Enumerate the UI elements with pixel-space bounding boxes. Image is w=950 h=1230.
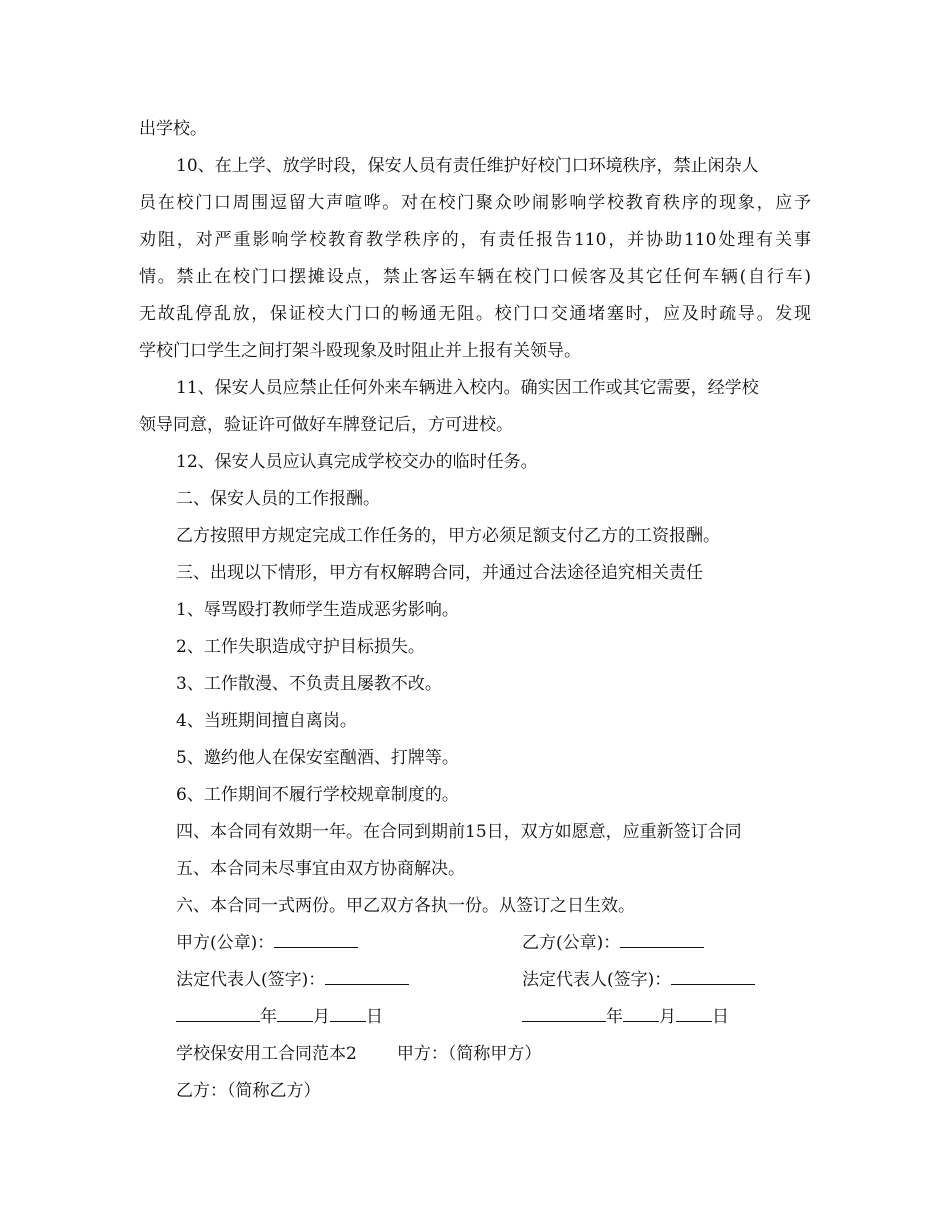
- party-a-seal-label: 甲方(公章)：: [176, 933, 275, 953]
- paragraph-line: 员在校门口周围逗留大声喧哗。对在校门聚众吵闹影响学校教育秩序的现象，应予: [139, 193, 811, 213]
- sample-title-row: [176, 1043, 541, 1065]
- paragraph-line: 学校门口学生之间打架斗殴现象及时阻止并上报有关领导。: [139, 341, 581, 361]
- party-b-date-row: [522, 1006, 729, 1028]
- month-blank: [623, 1007, 659, 1022]
- party-b-short: 乙方：（简称乙方）: [176, 1081, 321, 1101]
- party-a-date-row: [176, 1006, 383, 1028]
- party-a-rep-blank: [325, 970, 409, 985]
- paragraph-line: 12、保安人员应认真完成学校交办的临时任务。: [176, 452, 538, 472]
- party-b-rep-row: [522, 969, 755, 991]
- list-item: 4、当班期间擅自离岗。: [176, 711, 357, 731]
- paragraph-line: 情。禁止在校门口摆摊设点，禁止客运车辆在校门口候客及其它任何车辆(自行车): [139, 267, 811, 287]
- year-blank: [522, 1007, 606, 1022]
- paragraph-line: 领导同意，验证许可做好车牌登记后，方可进校。: [139, 415, 513, 435]
- year-label: 年: [260, 1007, 277, 1027]
- party-a-short: 甲方：（简称甲方）: [396, 1044, 542, 1064]
- paragraph-line: 10、在上学、放学时段，保安人员有责任维护好校门口环境秩序，禁止闲杂人: [176, 156, 759, 176]
- sample-title: 学校保安用工合同范本2: [176, 1044, 357, 1064]
- party-b-seal-label: 乙方(公章)：: [522, 933, 621, 953]
- section-heading: 五、本合同未尽事宜由双方协商解决。: [176, 859, 465, 879]
- day-label: 日: [712, 1007, 729, 1027]
- paragraph-line: 劝阻，对严重影响学校教育教学秩序的，有责任报告110，并协助110处理有关事: [139, 230, 811, 250]
- day-label: 日: [366, 1007, 383, 1027]
- list-item: 1、辱骂殴打教师学生造成恶劣影响。: [176, 600, 459, 620]
- month-label: 月: [313, 1007, 330, 1027]
- list-item: 2、工作失职造成守护目标损失。: [176, 637, 425, 657]
- party-a-rep-row: [176, 969, 409, 991]
- section-heading: 三、出现以下情形，甲方有权解聘合同，并通过合法途径追究相关责任: [176, 563, 703, 583]
- party-b-rep-label: 法定代表人(签字)：: [522, 970, 672, 990]
- day-blank: [676, 1007, 712, 1022]
- month-blank: [277, 1007, 313, 1022]
- section-heading: 二、保安人员的工作报酬。: [176, 489, 380, 509]
- party-a-seal-row: [176, 932, 358, 954]
- section-heading: 四、本合同有效期一年。在合同到期前15日，双方如愿意，应重新签订合同: [176, 822, 742, 842]
- list-item: 6、工作期间不履行学校规章制度的。: [176, 785, 459, 805]
- month-label: 月: [659, 1007, 676, 1027]
- day-blank: [330, 1007, 366, 1022]
- section-heading: 六、本合同一式两份。甲乙双方各执一份。从签订之日生效。: [176, 896, 635, 916]
- year-blank: [176, 1007, 260, 1022]
- list-item: 3、工作散漫、不负责且屡教不改。: [176, 674, 442, 694]
- paragraph-line: 11、保安人员应禁止任何外来车辆进入校内。确实因工作或其它需要，经学校: [176, 378, 759, 398]
- paragraph-line: 无故乱停乱放，保证校大门口的畅通无阻。校门口交通堵塞时，应及时疏导。发现: [139, 304, 811, 324]
- party-a-rep-label: 法定代表人(签字)：: [176, 970, 326, 990]
- year-label: 年: [606, 1007, 623, 1027]
- paragraph-line: 乙方按照甲方规定完成工作任务的，甲方必须足额支付乙方的工资报酬。: [176, 526, 720, 546]
- party-b-seal-row: [522, 932, 704, 954]
- list-item: 5、邀约他人在保安室酗酒、打牌等。: [176, 748, 459, 768]
- party-b-rep-blank: [671, 970, 755, 985]
- party-a-seal-blank: [274, 933, 358, 948]
- paragraph-line: 出学校。: [139, 119, 207, 139]
- party-b-seal-blank: [620, 933, 704, 948]
